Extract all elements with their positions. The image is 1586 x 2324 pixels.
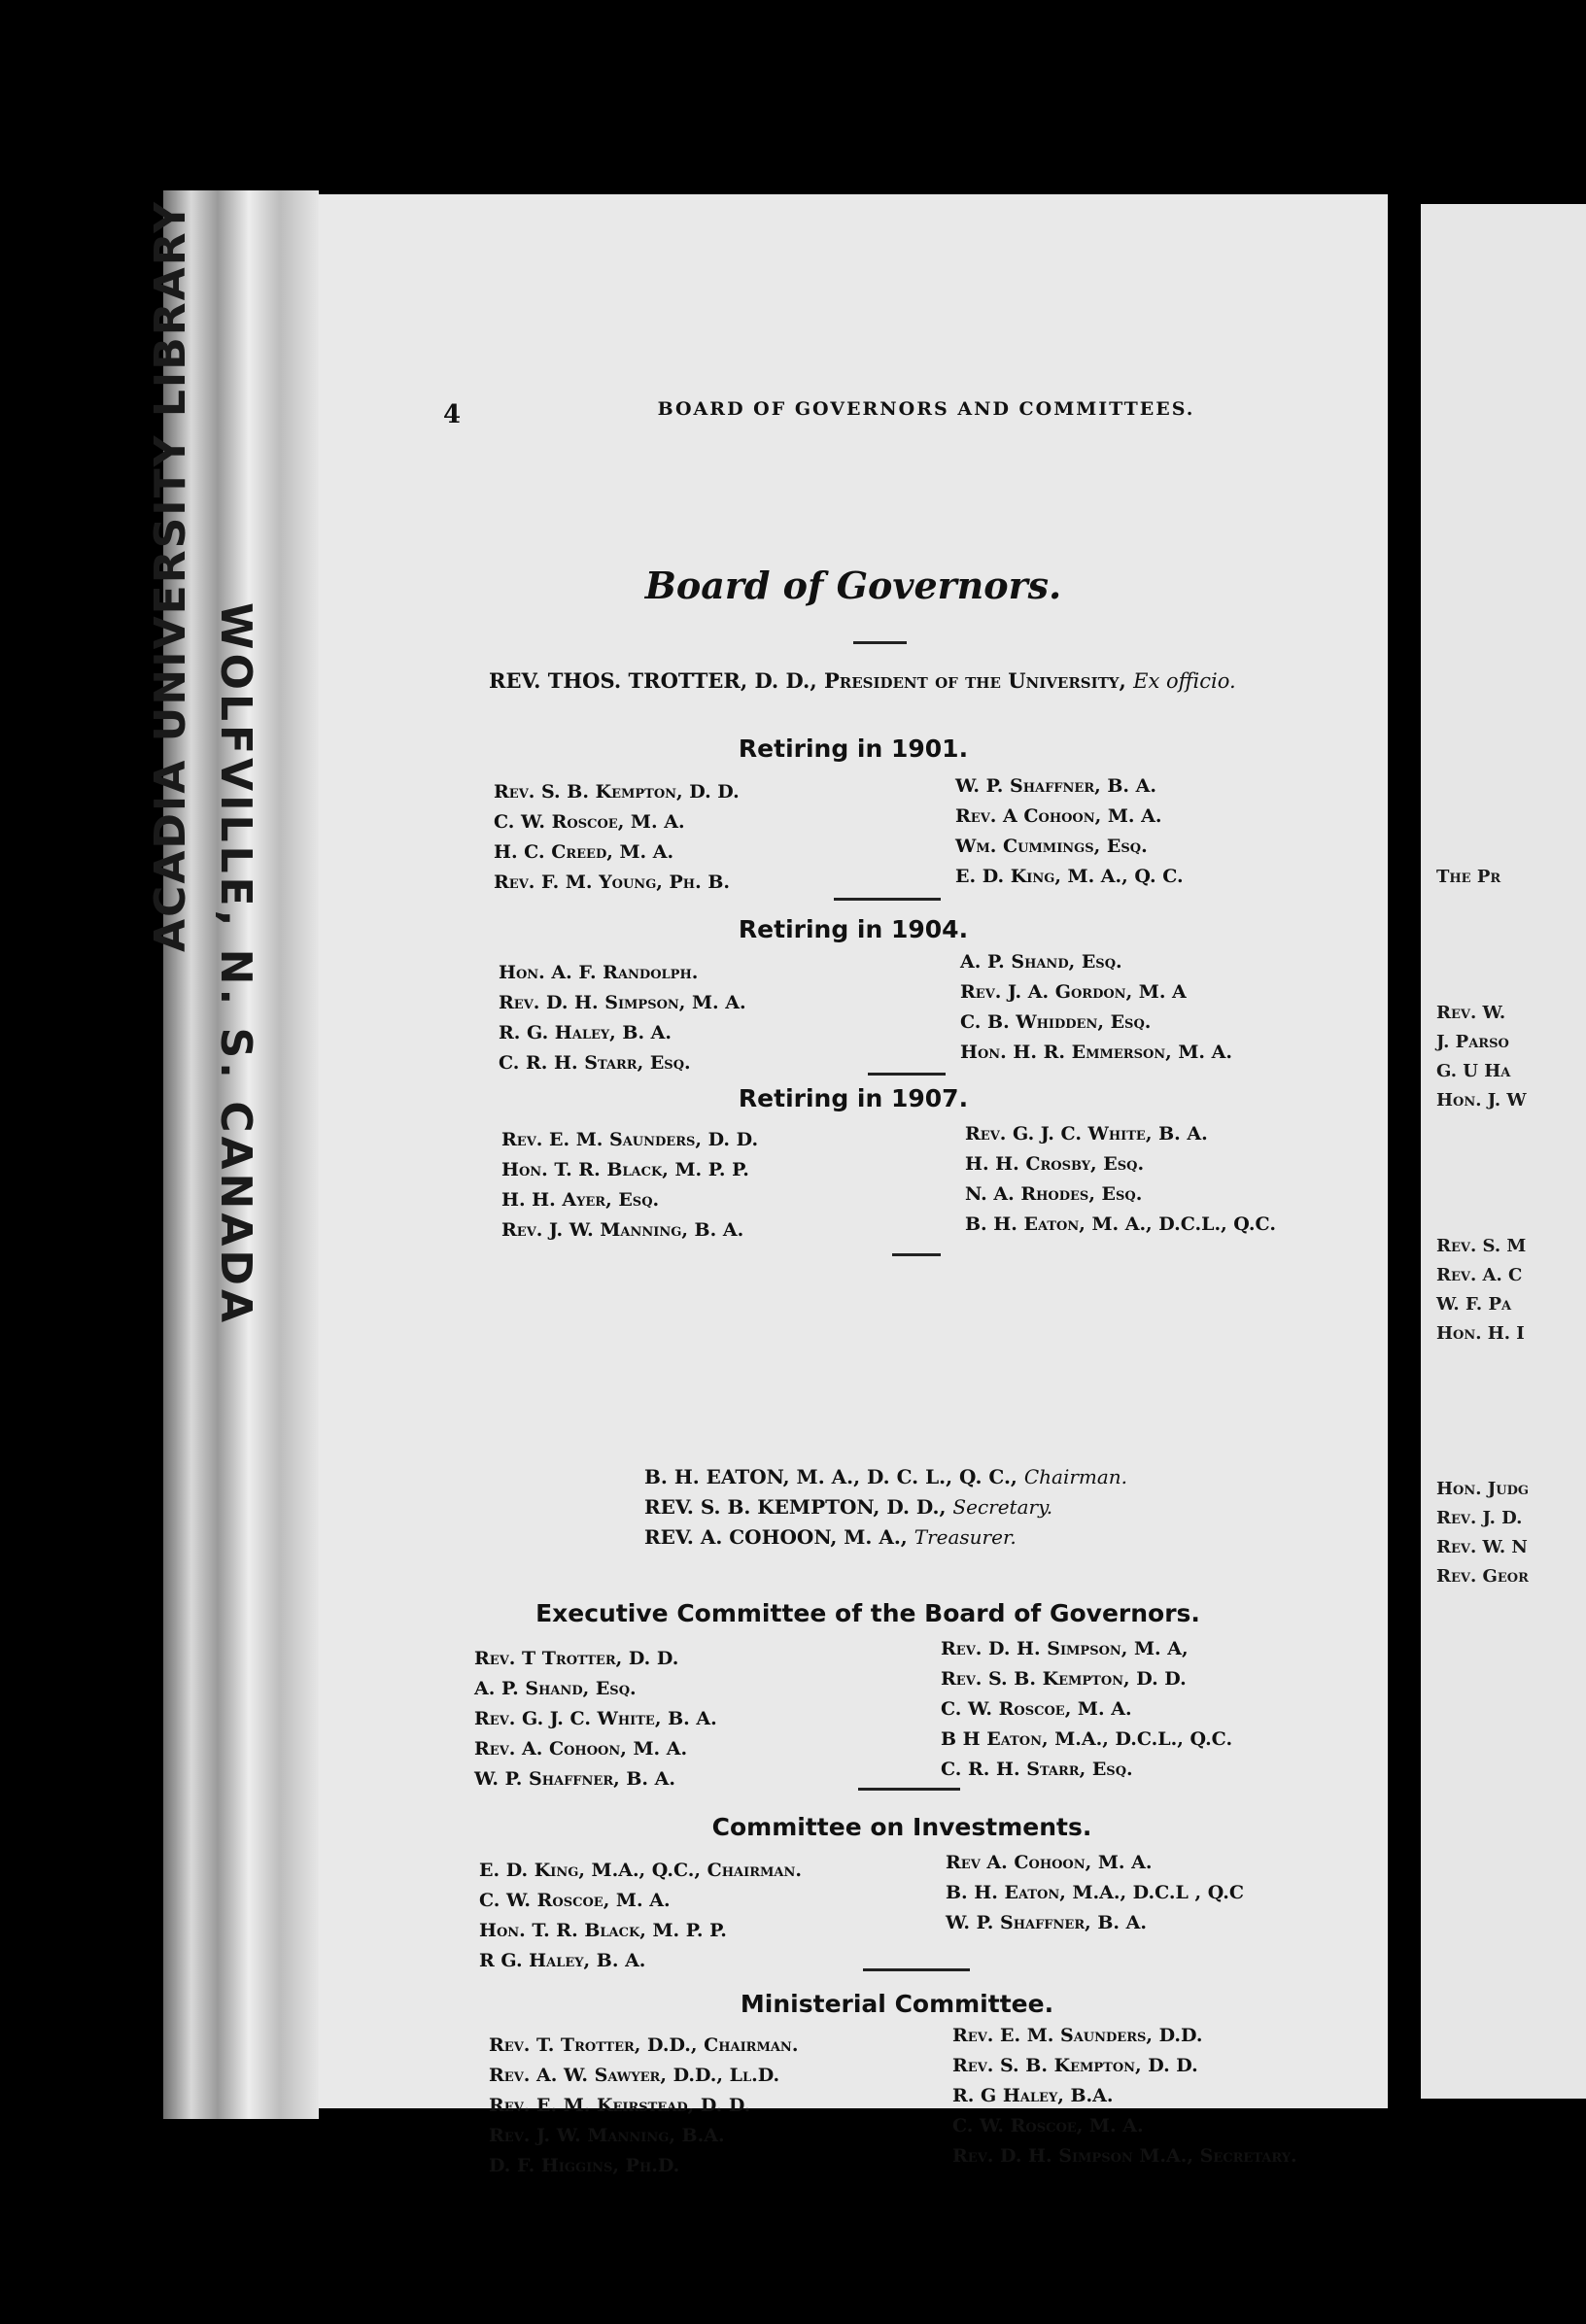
list-1904-right <box>960 947 1232 1068</box>
list-item: Rev A. Cohoon, M. A. <box>946 1852 1153 1873</box>
president-name: REV. THOS. TROTTER, D. D., <box>489 668 817 693</box>
list-item: Hon. T. R. Black, M. P. P. <box>479 1920 727 1941</box>
list-item: Wm. Cummings, Esq. <box>955 836 1148 857</box>
list-item: Rev. S. B. Kempton, D. D. <box>494 781 740 803</box>
list-item: Rev. D. H. Simpson M.A., Secretary. <box>952 2145 1297 2167</box>
list-item: R G. Haley, B. A. <box>479 1950 646 1971</box>
list-item: H. C. Creed, M. A. <box>494 841 674 863</box>
page-title: Board of Governors. <box>644 564 1062 607</box>
list-item: A. P. Shand, Esq. <box>474 1678 637 1699</box>
list-item: R. G. Haley, B. A. <box>499 1022 672 1043</box>
right-page-line: Rev. S. M <box>1436 1236 1527 1256</box>
right-page-line: J. Parso <box>1436 1032 1509 1052</box>
list-1901-right <box>955 771 1184 892</box>
list-1907-left <box>501 1125 758 1246</box>
list-item: C. W. Roscoe, M. A. <box>494 811 685 833</box>
heading-executive-committee: Executive Committee of the Board of Governors. <box>535 1599 1200 1627</box>
right-page-line: G. U Ha <box>1436 1061 1511 1081</box>
list-item: W. P. Shaffner, B. A. <box>955 775 1156 797</box>
list-1907-right <box>965 1119 1276 1240</box>
list-ministerial-right <box>952 2021 1297 2171</box>
left-page <box>319 194 1388 2176</box>
heading-investments: Committee on Investments. <box>711 1813 1092 1841</box>
list-item: Hon. T. R. Black, M. P. P. <box>501 1159 749 1180</box>
list-item: N. A. Rhodes, Esq. <box>965 1183 1143 1205</box>
officer-secretary: REV. S. B. KEMPTON, D. D., Secretary. <box>644 1495 1053 1519</box>
heading-retiring-1904: Retiring in 1904. <box>738 915 969 943</box>
divider <box>892 1253 941 1256</box>
list-item: Rev. D. H. Simpson, M. A. <box>499 992 746 1013</box>
right-page-fragment <box>1421 204 1586 2099</box>
list-item: D. F. Higgins, Ph.D. <box>489 2155 680 2176</box>
list-item: Rev. T Trotter, D. D. <box>474 1648 679 1669</box>
list-item: C. W. Roscoe, M. A. <box>479 1890 671 1911</box>
list-item: Rev. S. B. Kempton, D. D. <box>941 1668 1187 1690</box>
heading-ministerial: Ministerial Committee. <box>740 1990 1054 2018</box>
right-page-line: Rev. Geor <box>1436 1566 1529 1587</box>
list-1901-left <box>494 777 740 898</box>
list-item: W. P. Shaffner, B. A. <box>946 1912 1147 1933</box>
divider <box>868 1073 946 1076</box>
list-item: H. H. Ayer, Esq. <box>501 1189 660 1211</box>
list-item: Rev. F. M. Young, Ph. B. <box>494 872 730 893</box>
divider <box>858 1788 960 1791</box>
list-item: Rev. J. W. Manning, B. A. <box>501 1219 744 1241</box>
list-item: Rev. E. M. Saunders, D. D. <box>501 1129 759 1150</box>
list-item: Rev. J. W. Manning, B.A. <box>489 2125 725 2146</box>
list-investments-left <box>479 1856 802 1976</box>
running-head: BOARD OF GOVERNORS AND COMMITTEES. <box>657 398 1195 420</box>
list-item: Hon. A. F. Randolph. <box>499 962 699 983</box>
right-page-line: W. F. Pa <box>1436 1294 1512 1315</box>
list-item: R. G Haley, B.A. <box>952 2085 1114 2106</box>
list-1904-left <box>499 958 746 1078</box>
right-page-line: Hon. J. W <box>1436 1090 1527 1111</box>
divider <box>834 898 941 901</box>
right-page-line: Hon. Judg <box>1436 1479 1529 1499</box>
right-page-line: Rev. W. N <box>1436 1537 1528 1557</box>
list-item: H. H. Crosby, Esq. <box>965 1153 1145 1175</box>
list-item: C. W. Roscoe, M. A. <box>941 1698 1132 1720</box>
list-item: Rev. A Cohoon, M. A. <box>955 805 1162 827</box>
list-item: C. W. Roscoe, M. A. <box>952 2115 1144 2136</box>
list-item: B H Eaton, M.A., D.C.L., Q.C. <box>941 1728 1233 1750</box>
president-note: Ex officio. <box>1133 669 1236 693</box>
page-number: 4 <box>443 400 462 429</box>
list-item: Hon. H. R. Emmerson, M. A. <box>960 1042 1233 1063</box>
right-page-line: Rev. A. C <box>1436 1265 1523 1285</box>
divider <box>853 641 907 644</box>
list-item: A. P. Shand, Esq. <box>960 951 1122 973</box>
list-item: Rev. A. Cohoon, M. A. <box>474 1738 688 1760</box>
list-item: E. D. King, M. A., Q. C. <box>955 866 1184 887</box>
list-executive-left <box>474 1644 717 1794</box>
divider <box>863 1968 970 1971</box>
list-item: W. P. Shaffner, B. A. <box>474 1768 675 1790</box>
list-executive-right <box>941 1634 1232 1785</box>
list-item: B. H. Eaton, M.A., D.C.L , Q.C <box>946 1882 1245 1903</box>
list-item: Rev. J. A. Gordon, M. A <box>960 981 1187 1003</box>
list-item: Rev. D. H. Simpson, M. A, <box>941 1638 1189 1659</box>
list-item: C. R. H. Starr, Esq. <box>499 1052 691 1074</box>
president-line <box>489 668 1236 693</box>
list-item: Rev. G. J. C. White, B. A. <box>965 1123 1208 1145</box>
spine-location-stamp: WOLFVILLE, N. S. CANADA <box>211 602 260 1326</box>
right-page-line: Rev. W. <box>1436 1003 1506 1023</box>
board-officers <box>644 1462 1127 1553</box>
heading-retiring-1907: Retiring in 1907. <box>738 1084 969 1112</box>
president-role: President of the University, <box>823 668 1126 693</box>
spine-library-stamp: ACADIA UNIVERSITY LIBRARY <box>146 199 195 952</box>
list-item: Rev. E. M. Saunders, D.D. <box>952 2025 1203 2046</box>
right-page-line: Rev. J. D. <box>1436 1508 1523 1528</box>
officer-chairman: B. H. EATON, M. A., D. C. L., Q. C., Chairman. <box>644 1465 1128 1488</box>
list-item: B. H. Eaton, M. A., D.C.L., Q.C. <box>965 1213 1276 1235</box>
heading-retiring-1901: Retiring in 1901. <box>738 735 969 763</box>
list-item: Rev. T. Trotter, D.D., Chairman. <box>489 2034 799 2056</box>
list-item: Rev. A. W. Sawyer, D.D., Ll.D. <box>489 2065 780 2086</box>
list-item: C. B. Whidden, Esq. <box>960 1011 1152 1033</box>
list-item: C. R. H. Starr, Esq. <box>941 1759 1133 1780</box>
list-item: E. D. King, M.A., Q.C., Chairman. <box>479 1860 802 1881</box>
right-page-line: The Pr <box>1436 867 1501 887</box>
list-ministerial-left <box>489 2031 798 2181</box>
list-item: Rev. E. M. Keirstead, D. D. <box>489 2095 751 2116</box>
right-page-line: Hon. H. I <box>1436 1323 1525 1344</box>
officer-treasurer: REV. A. COHOON, M. A., Treasurer. <box>644 1525 1017 1549</box>
list-item: Rev. G. J. C. White, B. A. <box>474 1708 717 1729</box>
list-item: Rev. S. B. Kempton, D. D. <box>952 2055 1198 2076</box>
list-investments-right <box>946 1848 1244 1938</box>
